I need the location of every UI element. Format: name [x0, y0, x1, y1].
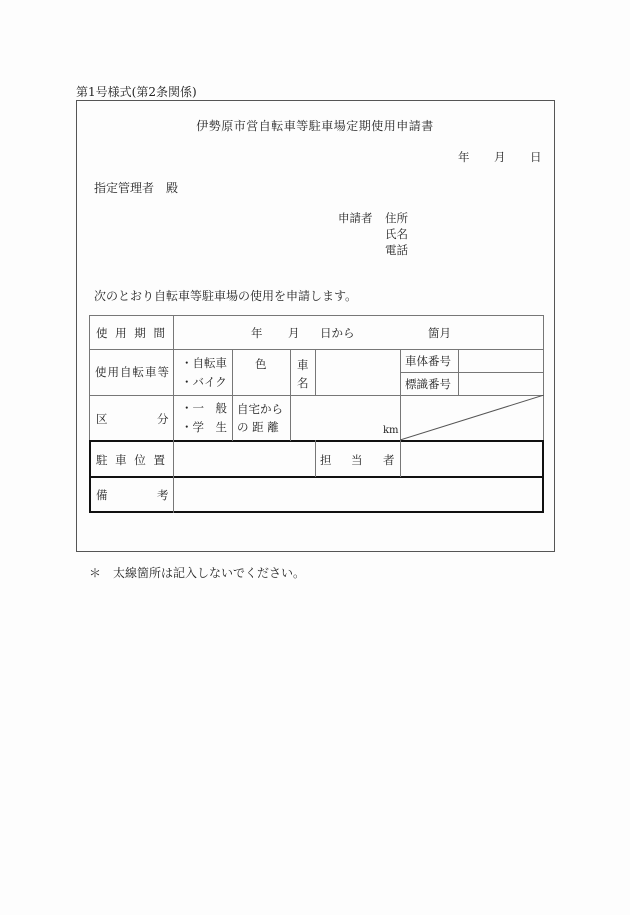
- period-months: 箇月: [428, 326, 451, 340]
- distance-label-top: 自宅から: [237, 402, 283, 416]
- footnote: ＊ 太線箇所は記入しないでください。: [89, 566, 306, 580]
- col-line: [315, 349, 316, 395]
- period-from: 日から: [320, 326, 355, 340]
- applicant-name-label: 氏名: [385, 227, 408, 241]
- vehicle-label: 使用自転車等: [95, 365, 170, 379]
- col-line: [458, 349, 459, 395]
- vehicle-option-bike: ・バイク: [181, 375, 227, 389]
- row-line: [89, 349, 544, 350]
- category-option-general: ・一 般: [181, 401, 227, 415]
- thick-row-line: [89, 476, 544, 478]
- date-day: 日: [530, 150, 542, 164]
- vehicle-option-bicycle: ・自転車: [181, 356, 227, 370]
- vehicle-color-label: 色: [255, 357, 267, 371]
- form-number: 第1号様式(第2条関係): [76, 85, 197, 99]
- addressee: 指定管理者 殿: [94, 181, 179, 195]
- period-year: 年: [251, 326, 263, 340]
- applicant-address-label: 住所: [385, 211, 408, 225]
- row-line: [89, 315, 544, 316]
- page-title: 伊勢原市営自転車等駐車場定期使用申請書: [196, 119, 434, 133]
- remarks-label-left: 備: [96, 488, 108, 502]
- vehicle-name-label-top: 車: [297, 358, 309, 372]
- col-line: [315, 440, 316, 477]
- staff-label-2: 当: [351, 453, 363, 467]
- applicant-label: 申請者: [338, 211, 373, 225]
- col-line: [232, 349, 233, 441]
- intro-text: 次のとおり自転車等駐車場の使用を申請します。: [94, 289, 358, 303]
- col-line: [173, 315, 174, 513]
- col-line: [290, 349, 291, 441]
- col-line: [89, 315, 90, 441]
- category-label-right: 分: [157, 412, 169, 426]
- thick-col-line: [89, 440, 91, 513]
- applicant-phone-label: 電話: [385, 243, 408, 257]
- period-month: 月: [288, 326, 300, 340]
- distance-label-bottom: の 距 離: [237, 420, 279, 434]
- row-line: [400, 372, 544, 373]
- staff-label-3: 者: [383, 453, 395, 467]
- category-option-student: ・学 生: [181, 420, 227, 434]
- plate-number-label: 標識番号: [405, 377, 451, 391]
- distance-unit: km: [383, 425, 399, 436]
- date-year: 年: [458, 150, 470, 164]
- staff-label-1: 担: [320, 453, 332, 467]
- application-table: [89, 315, 543, 512]
- thick-row-line: [89, 511, 544, 513]
- remarks-label-right: 考: [157, 488, 169, 502]
- vehicle-name-label-bottom: 名: [297, 376, 309, 390]
- period-label: 使 用 期 間: [96, 326, 167, 340]
- parking-position-label: 駐 車 位 置: [96, 453, 167, 467]
- thick-col-line: [542, 440, 544, 513]
- category-label-left: 区: [96, 412, 108, 426]
- body-number-label: 車体番号: [405, 354, 451, 368]
- date-month: 月: [494, 150, 506, 164]
- diagonal-slash: [400, 395, 544, 441]
